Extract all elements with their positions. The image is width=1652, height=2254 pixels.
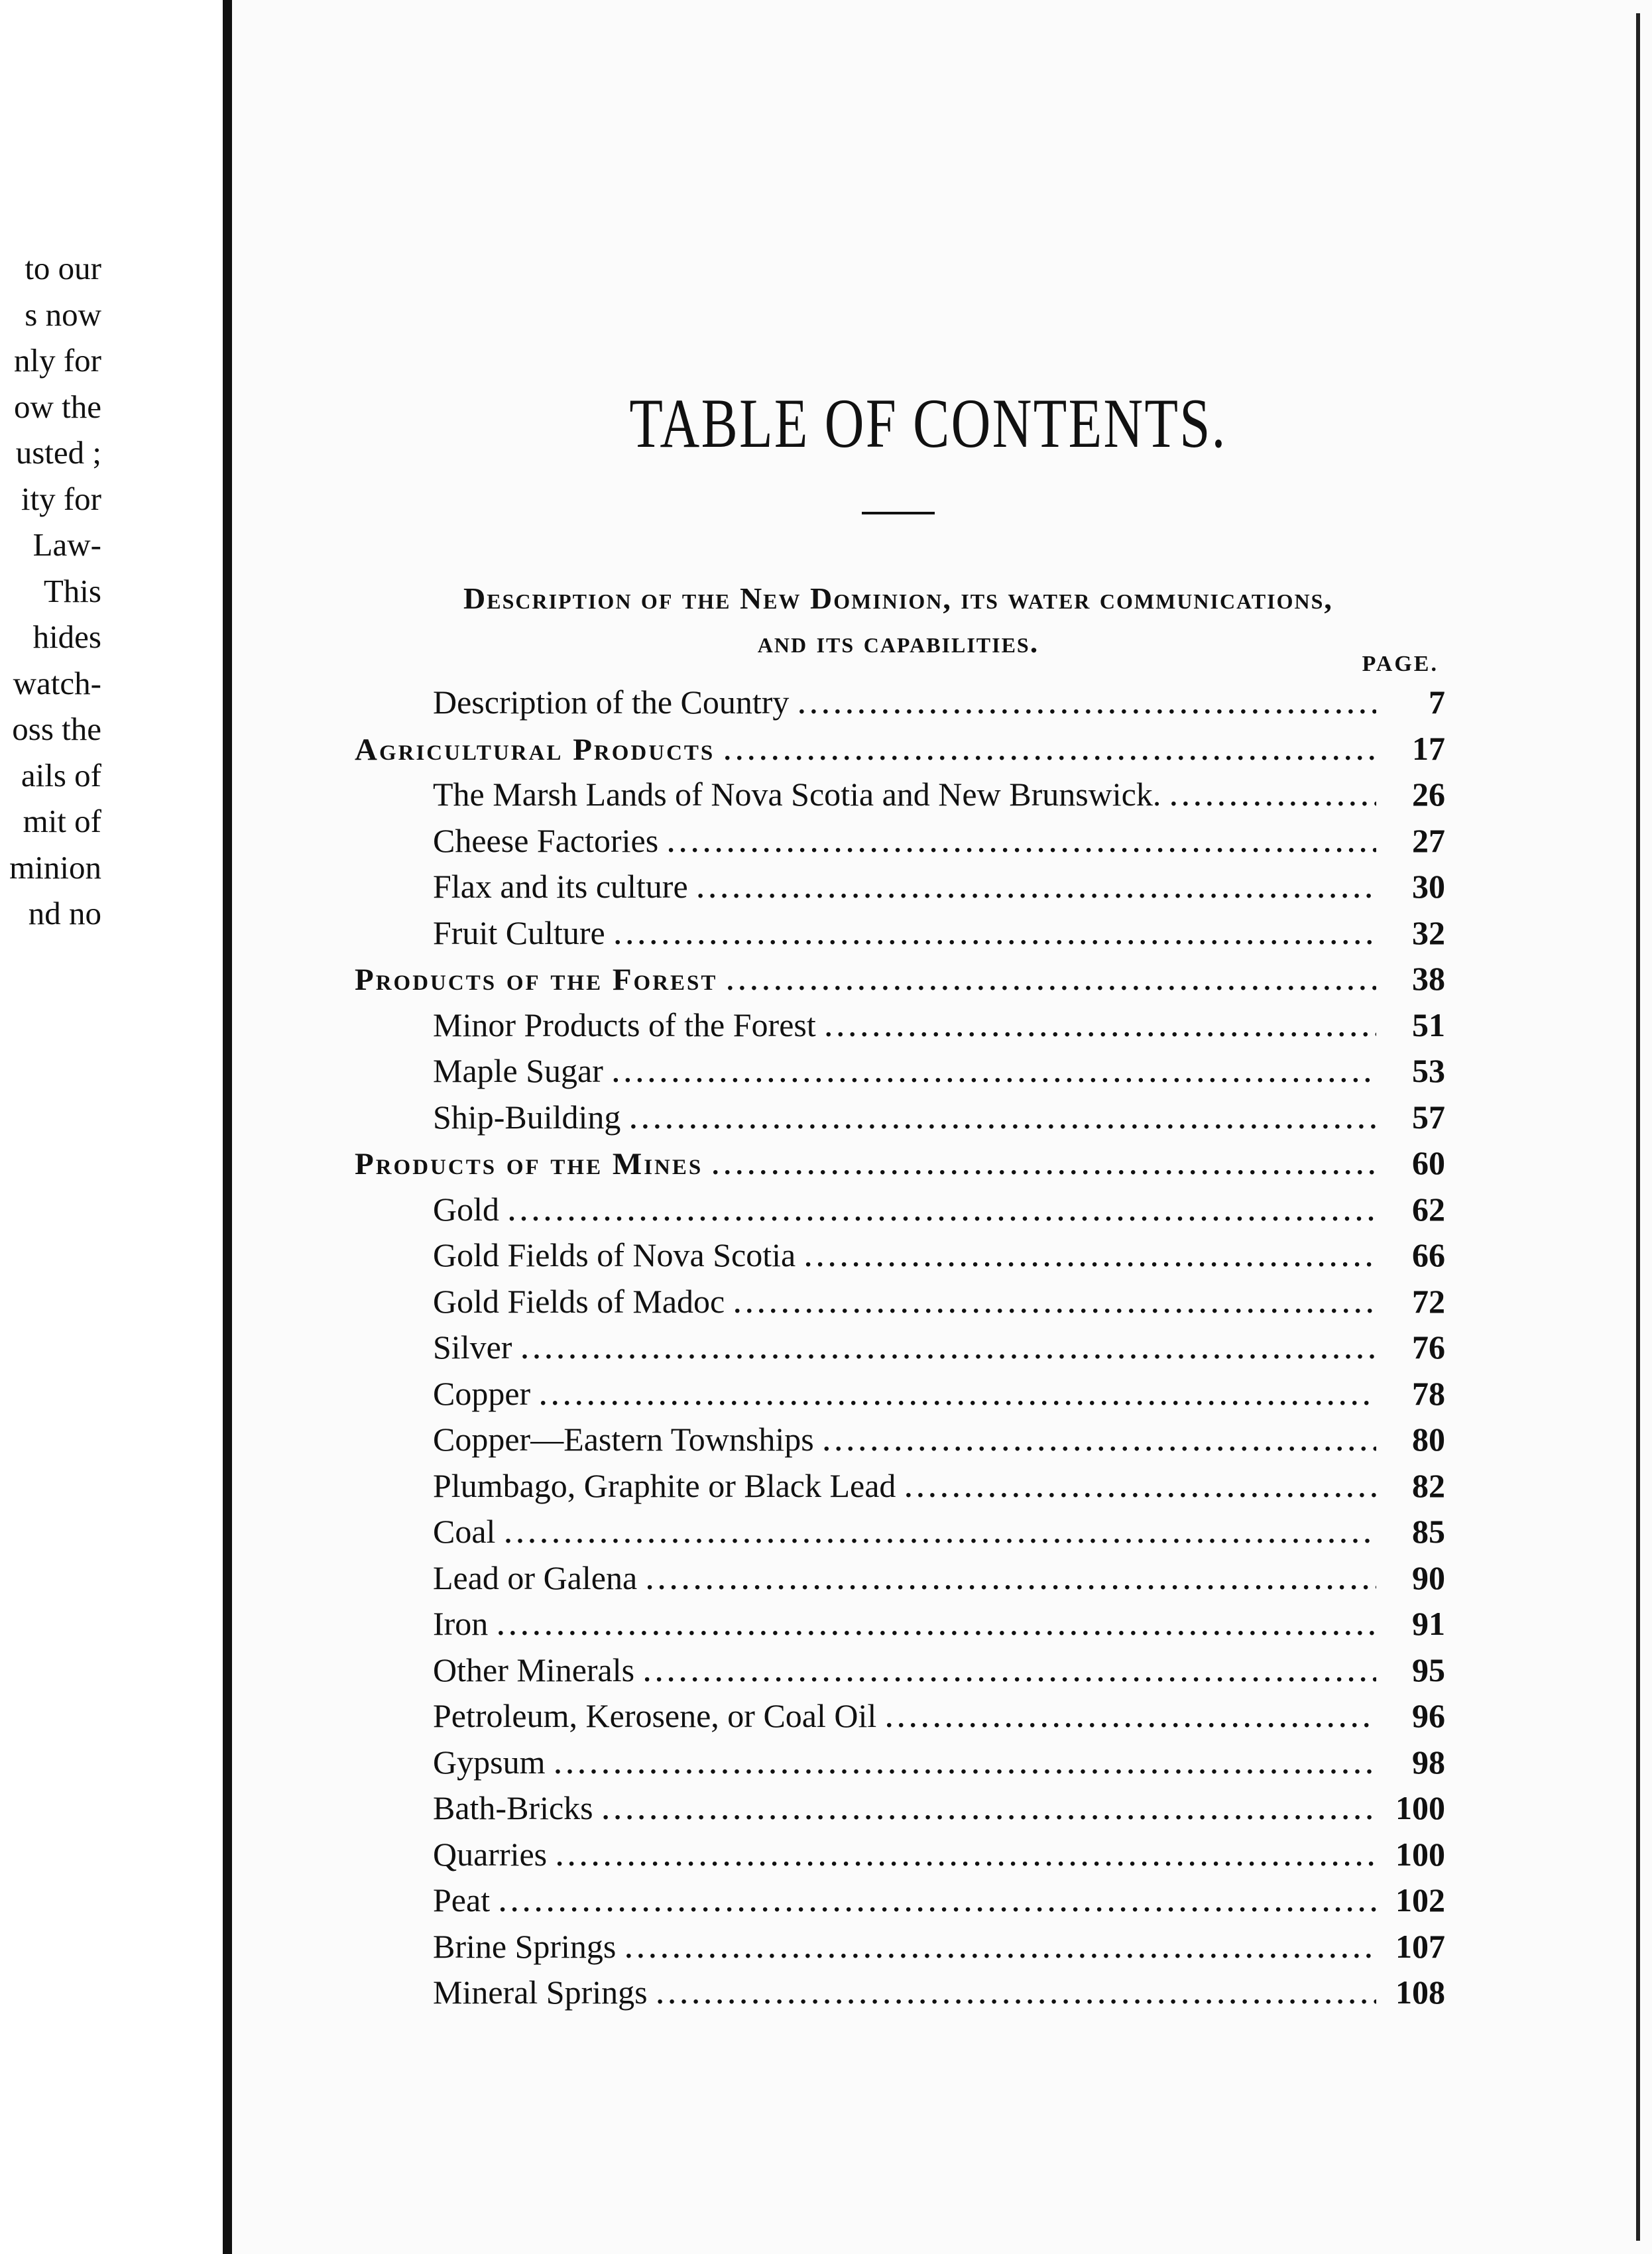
title-divider — [862, 512, 935, 514]
toc-page-number: 98 — [1412, 1743, 1445, 1781]
toc-page-number: 76 — [1412, 1329, 1445, 1366]
dot-leader — [499, 1887, 1376, 1918]
toc-entry — [355, 1190, 1445, 1236]
toc-entry — [355, 775, 1445, 821]
dot-leader — [697, 873, 1376, 904]
toc-entry — [355, 867, 1445, 914]
toc-entry-label: Products of the Mines — [355, 1147, 703, 1181]
page-right-edge — [1636, 13, 1640, 2241]
toc-entry-label: Fruit Culture — [433, 914, 605, 951]
toc-entry-label: Gold Fields of Nova Scotia — [433, 1236, 796, 1274]
dot-leader — [508, 1196, 1376, 1227]
toc-page-number: 57 — [1412, 1098, 1445, 1136]
toc-page-number: 62 — [1412, 1190, 1445, 1228]
dot-leader — [886, 1702, 1376, 1734]
toc-page-number: 51 — [1412, 1006, 1445, 1043]
dot-leader — [646, 1565, 1376, 1596]
facing-page-line: minion — [9, 849, 101, 886]
facing-page-line: mit of — [23, 803, 101, 839]
toc-page-number: 96 — [1412, 1697, 1445, 1734]
facing-page-line: s now — [25, 296, 101, 333]
toc-entry-label: Brine Springs — [433, 1927, 617, 1965]
toc-entry — [355, 1006, 1445, 1052]
dot-leader — [823, 1426, 1376, 1457]
toc-entry-label: Peat — [433, 1881, 491, 1919]
dot-leader — [905, 1472, 1376, 1504]
toc-page-number: 17 — [1412, 729, 1445, 767]
toc-entry-label: Lead or Galena — [433, 1559, 638, 1596]
facing-page-fragments — [0, 245, 106, 937]
toc-entry-label: Flax and its culture — [433, 868, 688, 905]
dot-leader — [603, 1795, 1376, 1826]
toc-section-entry — [355, 729, 1445, 776]
toc-entry-label: Products of the Forest — [355, 963, 718, 997]
toc-entry — [355, 683, 1445, 729]
toc-section-entry — [355, 959, 1445, 1006]
toc-entry — [355, 1743, 1445, 1789]
dot-leader — [1170, 781, 1376, 812]
toc-page-number: 72 — [1412, 1282, 1445, 1320]
dot-leader — [657, 1979, 1376, 2010]
facing-page-line: hides — [32, 619, 101, 655]
facing-page-line: This — [43, 572, 101, 609]
toc-page-number: 108 — [1395, 1974, 1445, 2011]
dot-leader — [724, 735, 1376, 766]
facing-page-line: ow the — [14, 388, 101, 425]
facing-page-line: watch- — [13, 664, 101, 701]
page-column-label: PAGE. — [1362, 652, 1439, 676]
dot-leader — [556, 1841, 1376, 1872]
toc-entry — [355, 1789, 1445, 1835]
toc-entry — [355, 1236, 1445, 1282]
section-heading-line-2: and its capabilities. — [757, 625, 1039, 659]
toc-section-entry — [355, 1144, 1445, 1190]
dot-leader — [630, 1104, 1376, 1135]
toc-page-number: 85 — [1412, 1513, 1445, 1550]
dot-leader — [734, 1288, 1376, 1319]
dot-leader — [825, 1012, 1376, 1043]
toc-entry — [355, 1604, 1445, 1651]
toc-page-number: 78 — [1412, 1374, 1445, 1412]
toc-entry — [355, 1466, 1445, 1513]
toc-page-number: 90 — [1412, 1559, 1445, 1596]
table-of-contents — [355, 683, 1445, 2019]
toc-entry-label: The Marsh Lands of Nova Scotia and New Brunswick. — [433, 776, 1161, 813]
toc-entry — [355, 1881, 1445, 1927]
facing-page-line: Law- — [32, 526, 101, 563]
toc-entry-label: Plumbago, Graphite or Black Lead — [433, 1466, 896, 1504]
toc-entry-label: Agricultural Products — [355, 732, 715, 767]
book-spine-gutter — [223, 0, 232, 2254]
dot-leader — [615, 919, 1376, 951]
dot-leader — [625, 1933, 1376, 1964]
facing-page-line: nd no — [28, 895, 101, 931]
toc-page-number: 107 — [1395, 1927, 1445, 1965]
toc-page-number: 30 — [1412, 868, 1445, 905]
toc-entry — [355, 1651, 1445, 1697]
toc-entry-label: Gold — [433, 1190, 499, 1228]
toc-page-number: 27 — [1412, 821, 1445, 859]
toc-entry — [355, 821, 1445, 868]
toc-page-number: 7 — [1429, 683, 1445, 721]
toc-entry-label: Other Minerals — [433, 1651, 635, 1689]
toc-entry-label: Quarries — [433, 1835, 548, 1873]
toc-entry — [355, 1098, 1445, 1144]
facing-page-line: nly for — [14, 342, 101, 379]
toc-entry-label: Gypsum — [433, 1743, 546, 1781]
toc-page-number: 32 — [1412, 914, 1445, 951]
dot-leader — [504, 1518, 1376, 1549]
page-title: TABLE OF CONTENTS. — [629, 385, 1227, 462]
facing-page-line: ails of — [21, 756, 101, 794]
toc-entry — [355, 1559, 1445, 1605]
toc-page-number: 66 — [1412, 1236, 1445, 1274]
dot-leader — [727, 965, 1376, 996]
toc-entry-label: Copper — [433, 1374, 531, 1412]
toc-page-number: 26 — [1412, 776, 1445, 813]
toc-page-number: 60 — [1412, 1144, 1445, 1181]
dot-leader — [805, 1242, 1376, 1273]
dot-leader — [668, 827, 1376, 859]
toc-entry-label: Description of the Country — [433, 683, 790, 721]
dot-leader — [798, 689, 1376, 720]
toc-entry — [355, 1328, 1445, 1374]
toc-entry — [355, 1835, 1445, 1881]
dot-leader — [521, 1334, 1376, 1365]
toc-entry — [355, 1696, 1445, 1743]
dot-leader — [497, 1610, 1376, 1641]
toc-page-number: 100 — [1395, 1835, 1445, 1873]
dot-leader — [712, 1150, 1376, 1181]
toc-entry-label: Ship-Building — [433, 1098, 621, 1136]
toc-page-number: 102 — [1395, 1881, 1445, 1919]
toc-page-number: 38 — [1412, 960, 1445, 997]
toc-entry-label: Bath-Bricks — [433, 1789, 593, 1826]
facing-page-line: ity for — [21, 480, 101, 517]
toc-page-number: 82 — [1412, 1466, 1445, 1504]
toc-entry — [355, 1512, 1445, 1559]
dot-leader — [644, 1657, 1376, 1688]
section-heading — [351, 577, 1445, 664]
toc-page-number: 80 — [1412, 1421, 1445, 1458]
toc-entry-label: Silver — [433, 1329, 512, 1366]
toc-entry — [355, 1973, 1445, 2019]
toc-entry-label: Minor Products of the Forest — [433, 1006, 816, 1043]
dot-leader — [613, 1057, 1376, 1089]
toc-entry — [355, 1420, 1445, 1466]
toc-entry — [355, 914, 1445, 960]
toc-entry-label: Cheese Factories — [433, 821, 659, 859]
dot-leader — [540, 1380, 1376, 1411]
toc-entry-label: Coal — [433, 1513, 496, 1550]
toc-entry-label: Maple Sugar — [433, 1052, 603, 1089]
toc-entry-label: Copper—Eastern Townships — [433, 1421, 814, 1458]
toc-entry-label: Petroleum, Kerosene, or Coal Oil — [433, 1697, 877, 1734]
dot-leader — [554, 1749, 1376, 1780]
toc-entry — [355, 1051, 1445, 1098]
toc-entry-label: Gold Fields of Madoc — [433, 1282, 725, 1320]
toc-entry — [355, 1282, 1445, 1329]
toc-entry-label: Iron — [433, 1605, 489, 1642]
section-heading-line-1: Description of the New Dominion, its water communications, — [463, 581, 1333, 615]
toc-page-number: 91 — [1412, 1605, 1445, 1642]
toc-entry — [355, 1927, 1445, 1974]
facing-page-line: usted ; — [15, 434, 101, 471]
toc-entry-label: Mineral Springs — [433, 1974, 648, 2011]
facing-page-line: to our — [25, 250, 101, 286]
facing-page-line: oss the — [12, 711, 101, 747]
toc-page-number: 53 — [1412, 1052, 1445, 1089]
toc-page-number: 95 — [1412, 1651, 1445, 1689]
toc-page-number: 100 — [1395, 1789, 1445, 1826]
toc-entry — [355, 1374, 1445, 1421]
